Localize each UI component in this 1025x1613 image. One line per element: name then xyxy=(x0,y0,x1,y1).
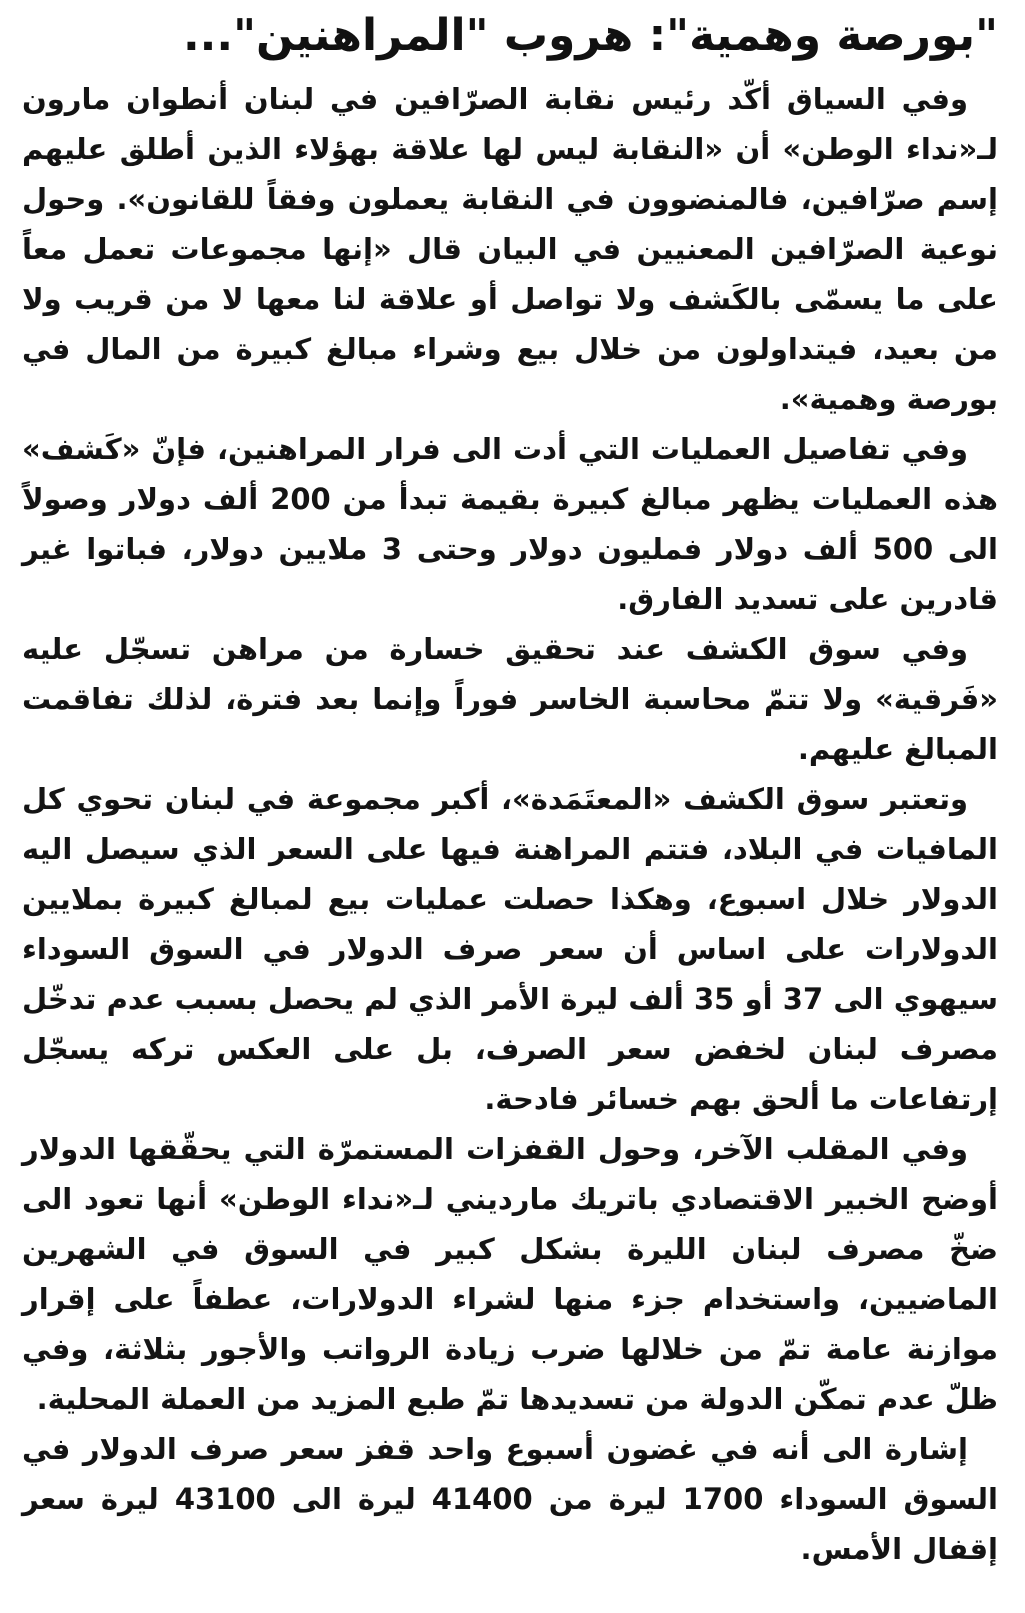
article-paragraph: وفي سوق الكشف عند تحقيق خسارة من مراهن تسجّل عليه «فَرقية» ولا تتمّ محاسبة الخاسر فوراً وإنما بعد فترة، لذلك تفاقمت المبالغ عليهم. xyxy=(22,632,998,766)
article-paragraph: وتعتبر سوق الكشف «المعتَمَدة»، أكبر مجموعة في لبنان تحوي كل المافيات في البلاد، فتتم المراهنة فيها على السعر الذي سيصل اليه الدولار خلال اسبوع، وهكذا حصلت عمليات بيع لمبالغ كبيرة بملايين الدولارات على اساس أن سعر صرف الدولار في السوق السوداء سيهوي الى 37 أو 35 ألف ليرة الأمر الذي لم يحصل بسبب عدم تدخّل مصرف لبنان لخفض سعر الصرف، بل على العكس تركه يسجّل إرتفاعات ما ألحق بهم خسائر فادحة. xyxy=(22,782,998,1116)
article-paragraph: وفي المقلب الآخر، وحول القفزات المستمرّة التي يحقّقها الدولار أوضح الخبير الاقتصادي باتريك مارديني لـ«نداء الوطن» أنها تعود الى ضخّ مصرف لبنان الليرة بشكل كبير في السوق في الشهرين الماضيين، واستخدام جزء منها لشراء الدولارات، عطفاً على إقرار موازنة عامة تمّ من خلالها ضرب زيادة الرواتب والأجور بثلاثة، وفي ظلّ عدم تمكّن الدولة من تسديدها تمّ طبع المزيد من العملة المحلية. xyxy=(22,1132,998,1416)
article xyxy=(22,4,998,1574)
article-paragraph: وفي السياق أكّد رئيس نقابة الصرّافين في لبنان أنطوان مارون لـ«نداء الوطن» أن «النقابة ليس لها علاقة بهؤلاء الذين أطلق عليهم إسم صرّافين، فالمنضوون في النقابة يعملون وفقاً للقانون». وحول نوعية الصرّافين المعنيين في البيان قال «إنها مجموعات تعمل معاً على ما يسمّى بالكَشف ولا تواصل أو علاقة لنا معها لا من قريب ولا من بعيد، فيتداولون من خلال بيع وشراء مبالغ كبيرة من المال في بورصة وهمية». xyxy=(22,82,998,416)
article-headline: "بورصة وهمية": هروب "المراهنين"... xyxy=(182,10,998,61)
article-paragraph: وفي تفاصيل العمليات التي أدت الى فرار المراهنين، فإنّ «كَشف» هذه العمليات يظهر مبالغ كبيرة بقيمة تبدأ من 200 ألف دولار وصولاً الى 500 ألف دولار فمليون دولار وحتى 3 ملايين دولار، فباتوا غير قادرين على تسديد الفارق. xyxy=(22,432,999,616)
article-paragraph: إشارة الى أنه في غضون أسبوع واحد قفز سعر صرف الدولار في السوق السوداء 1700 ليرة من 41400 ليرة الى 43100 ليرة سعر إقفال الأمس. xyxy=(22,1432,998,1566)
